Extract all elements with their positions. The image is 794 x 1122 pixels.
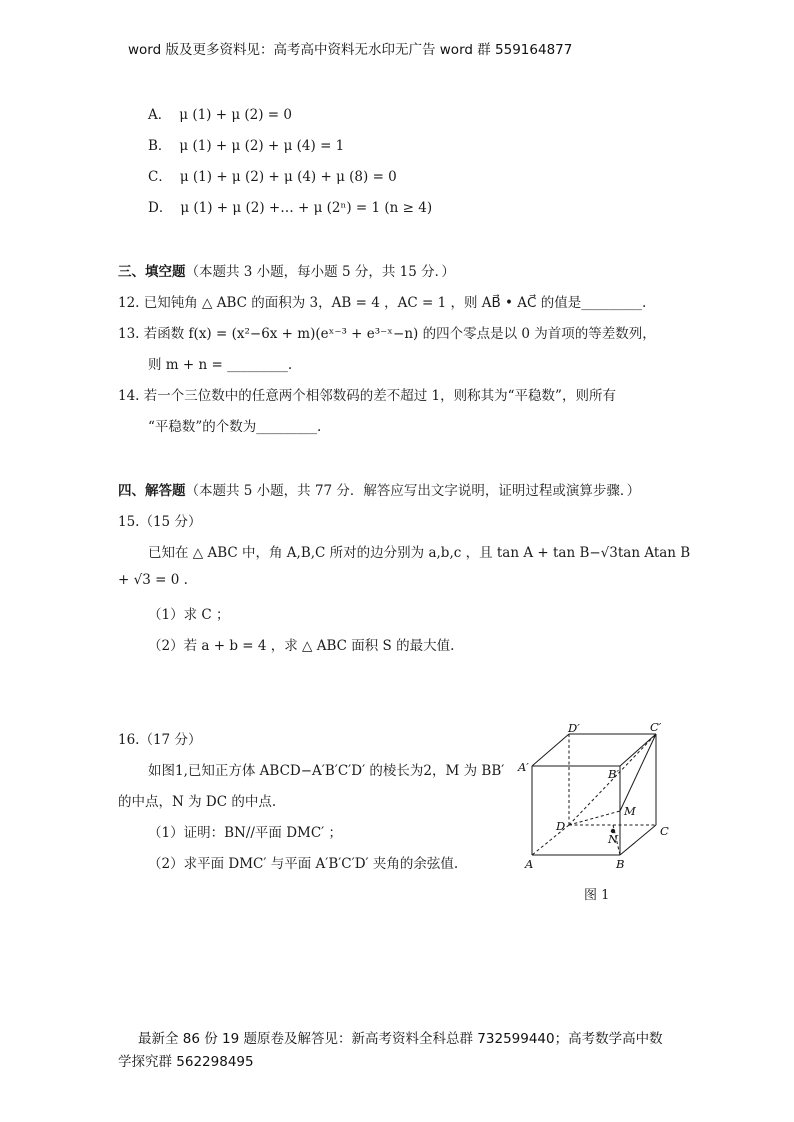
edge-c-b [620, 825, 656, 855]
section4-title: 四、解答题 [118, 483, 186, 499]
question-13-line1: 13. 若函数 f(x) = (x²−6x + m)(eˣ⁻³ + e³⁻ˣ−n) 的四个零点是以 0 为首项的等差数列， [118, 326, 656, 342]
label-d: D [556, 819, 566, 833]
option-d-label: D． [148, 200, 173, 216]
footer-line2: 学探究群 562298495 [118, 1054, 254, 1070]
question-16-part2: （2）求平面 DMC′ 与平面 A′B′C′D′ 夹角的余弦值. [148, 856, 459, 872]
option-b-text: μ (1) + μ (2) + μ (4) = 1 [179, 138, 345, 154]
question-12: 12. 已知钝角 △ ABC 的面积为 3，AB = 4 ，AC = 1 ，则 AB⃗ • AC⃗ 的值是_________. [118, 295, 647, 311]
option-b-label: B． [148, 138, 172, 154]
question-15-line2: + √3 = 0 . [118, 572, 188, 588]
label-b: B [616, 857, 625, 871]
question-15-heading: 15.（15 分） [118, 514, 202, 530]
question-15-part2: （2）若 a + b = 4 ，求 △ ABC 面积 S 的最大值. [148, 638, 455, 654]
option-a-label: A． [148, 107, 172, 123]
section4-note: （本题共 5 小题，共 77 分．解答应写出文字说明，证明过程或演算步骤．） [185, 483, 641, 499]
question-16-line2: 的中点，N 为 DC 的中点. [118, 794, 277, 810]
segment-d-m [569, 811, 620, 825]
section4-heading [118, 479, 640, 499]
section3-heading [118, 260, 455, 280]
label-d1: D′ [568, 722, 580, 735]
question-13-line2: 则 m + n = _________. [148, 357, 293, 373]
figure-caption: 图 1 [584, 888, 610, 903]
question-15-line1: 已知在 △ ABC 中，角 A,B,C 所对的边分别为 a,b,c ，且 tan A + tan B−√3tan Atan B [148, 545, 691, 561]
option-d-text: μ (1) + μ (2) +… + μ (2ⁿ) = 1 (n ≥ 4) [180, 200, 433, 216]
section3-note: （本题共 3 小题，每小题 5 分，共 15 分．） [185, 264, 455, 280]
section3-title: 三、填空题 [118, 264, 186, 280]
cube-figure [510, 722, 680, 872]
option-a [148, 103, 292, 123]
option-d [148, 196, 432, 216]
label-c1: C′ [650, 722, 662, 734]
option-b [148, 134, 344, 154]
segment-c1-m [620, 734, 656, 811]
label-a1: A′ [518, 760, 529, 774]
label-m: M [624, 804, 636, 818]
question-16-line1: 如图1,已知正方体 ABCD−A′B′C′D′ 的棱长为2，M 为 BB′ [148, 763, 505, 779]
footer-line1: 最新全 86 份 19 题原卷及解答见：新高考资料全科总群 732599440；高考数学高中数 [138, 1031, 663, 1047]
option-a-text: μ (1) + μ (2) = 0 [179, 107, 293, 123]
question-15-part1: （1）求 C ； [148, 607, 230, 623]
question-14-line2: “平稳数”的个数为_________. [148, 419, 322, 435]
edge-a1-d1 [532, 734, 569, 766]
label-a: A [525, 857, 534, 871]
question-16-part1: （1）证明：BN//平面 DMC′ ； [148, 825, 343, 841]
page-header: word 版及更多资料见：高考高中资料无水印无广告 word 群 559164877 [128, 42, 573, 58]
option-c-text: μ (1) + μ (2) + μ (4) + μ (8) = 0 [179, 169, 397, 185]
option-c-label: C． [148, 169, 172, 185]
option-c [148, 165, 397, 185]
edge-c1-b1 [620, 734, 656, 766]
label-c: C [660, 824, 669, 838]
label-n: N [608, 832, 619, 846]
question-16-heading: 16.（17 分） [118, 732, 202, 748]
question-14-line1: 14. 若一个三位数中的任意两个相邻数码的差不超过 1，则称其为“平稳数”，则所有 [118, 388, 616, 404]
label-b1: B′ [608, 767, 620, 781]
